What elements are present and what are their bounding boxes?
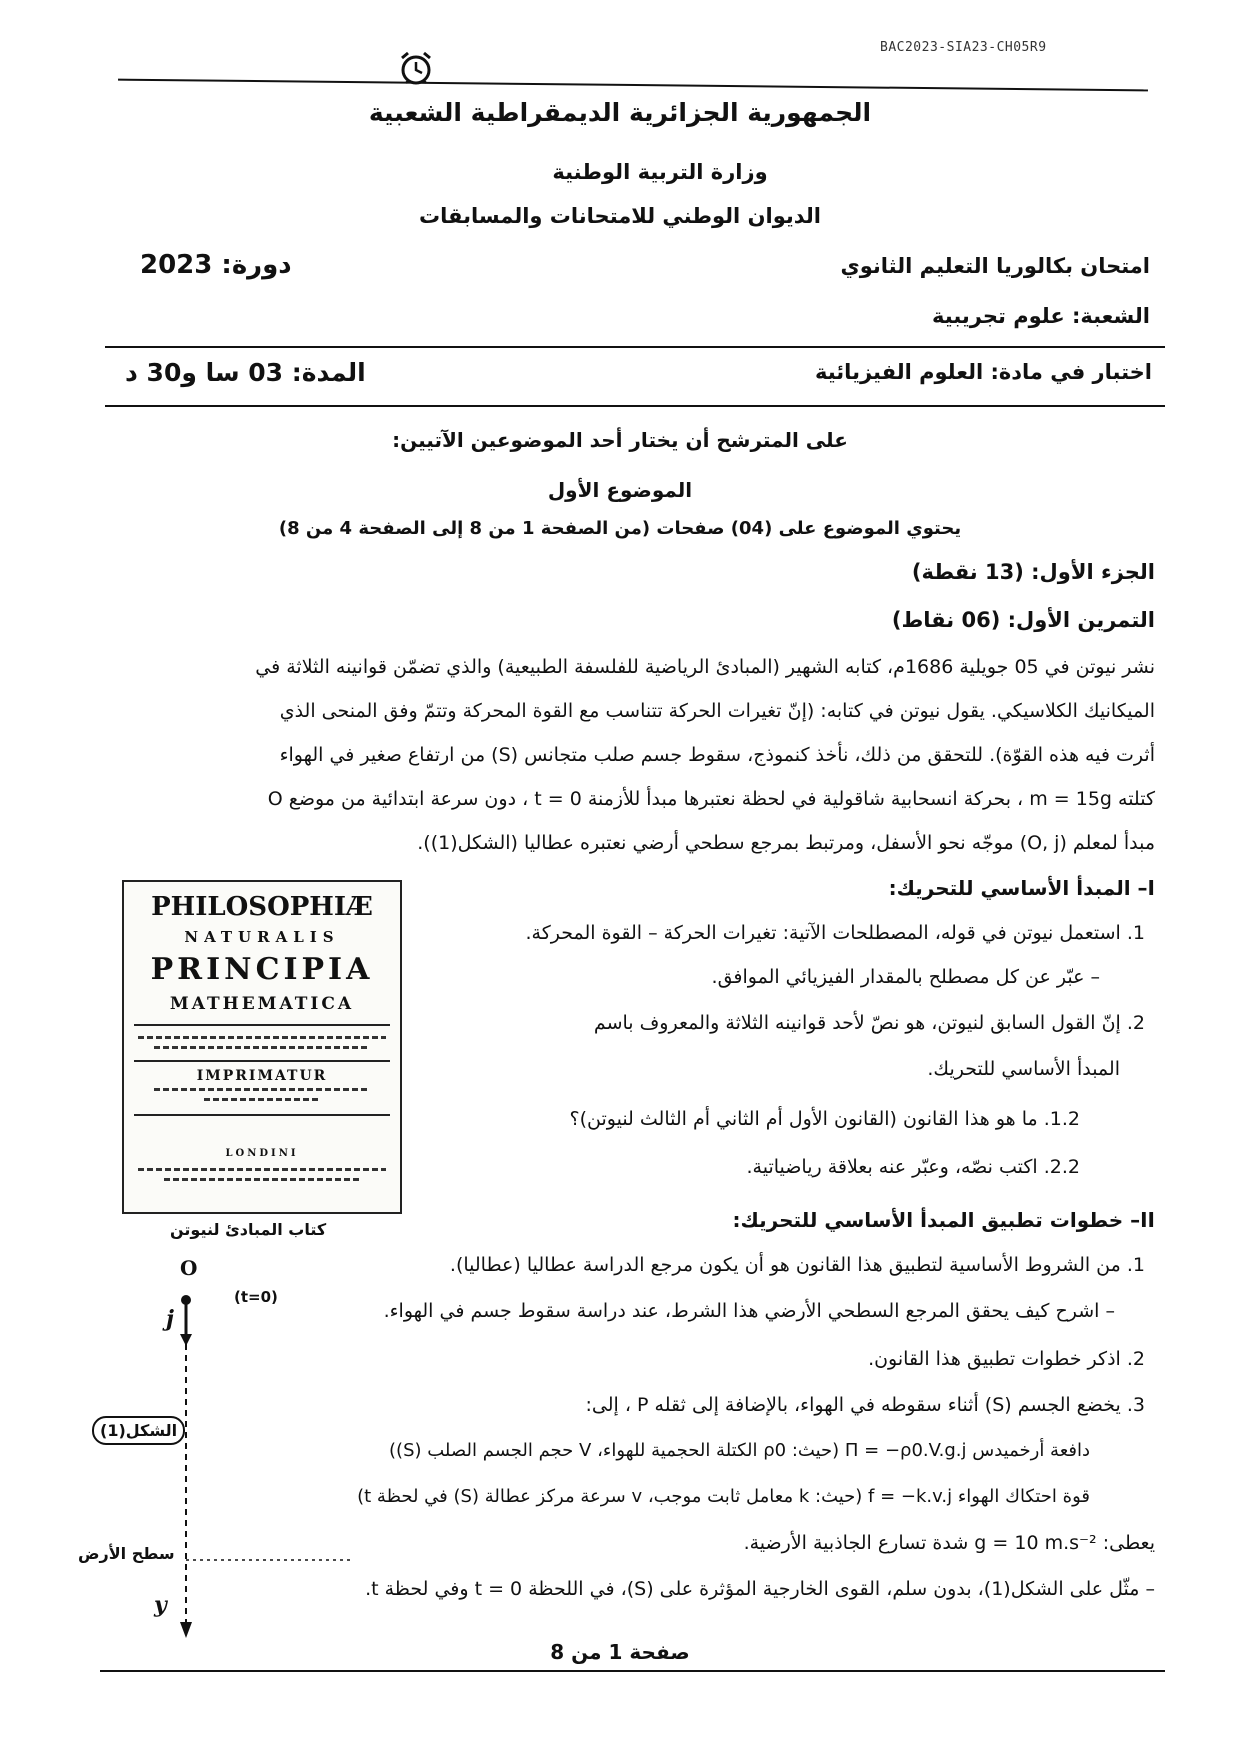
section-2-given: يعطى: g = 10 m.s⁻² شدة تسارع الجاذبية الأرضية. <box>743 1532 1155 1554</box>
session-label: دورة: 2023 <box>140 250 292 280</box>
section-1-q2: 2. إنّ القول السابق لنيوتن، هو نصّ لأحد قوانينه الثلاثة والمعروف باسم <box>593 1012 1145 1034</box>
book-fine-print <box>138 1168 386 1171</box>
section-2-q4: – مثّل على الشكل(1)، بدون سلم، القوى الخارجية المؤثرة على (S)، في اللحظة t = 0 وفي لحظة t. <box>365 1578 1155 1600</box>
branch-label: الشعبة: علوم تجريبية <box>932 304 1150 328</box>
ground-label: سطح الأرض <box>78 1544 175 1563</box>
topic-pages: يحتوي الموضوع على (04) صفحات (من الصفحة 1 من 8 إلى الصفحة 4 من 8) <box>278 518 962 539</box>
book-title-line-1: PHILOSOPHIÆ <box>151 892 373 922</box>
book-fine-print <box>154 1088 370 1091</box>
section-2-title: II– خطوات تطبيق المبدأ الأساسي للتحريك: <box>732 1208 1155 1232</box>
intro-line-5: مبدأ لمعلم (O, j) موجّه نحو الأسفل، ومرتبط بمرجع سطحي أرضي نعتبره عطاليا (الشكل(1)). <box>417 832 1155 854</box>
section-1-q1: 1. استعمل نيوتن في قوله، المصطلحات الآتية: تغيرات الحركة – القوة المحركة. <box>525 922 1145 944</box>
section-2-q3a: دافعة أرخميدس Π = −ρ0.V.g.j (حيث: ρ0 الكتلة الحجمية للهواء، V حجم الجسم الصلب (S)) <box>389 1440 1090 1461</box>
book-fine-print <box>138 1036 386 1039</box>
duration-label: المدة: 03 سا و30 د <box>125 358 366 387</box>
top-rule <box>118 79 1148 92</box>
mid-rule <box>105 346 1165 348</box>
book-fine-print <box>154 1046 370 1049</box>
t0-label: (t=0) <box>234 1288 278 1306</box>
section-2-q3: 3. يخضع الجسم (S) أثناء سقوطه في الهواء، بالإضافة إلى ثقله P ، إلى: <box>585 1394 1145 1416</box>
choose-instruction: على المترشح أن يختار أحد الموضوعين الآتيين: <box>392 428 848 452</box>
exercise-title: التمرين الأول: (06 نقاط) <box>891 608 1155 632</box>
unit-vector-label: j <box>166 1306 174 1332</box>
subject-label: اختبار في مادة: العلوم الفيزيائية <box>814 360 1152 384</box>
book-rule <box>134 1024 390 1026</box>
figure-1-label: الشكل(1) <box>92 1416 185 1445</box>
section-1-q2-1: 1.2. ما هو هذا القانون (القانون الأول أم الثاني أم الثالث لنيوتن)؟ <box>569 1108 1080 1130</box>
section-1-title: I– المبدأ الأساسي للتحريك: <box>888 876 1155 900</box>
figure-1-axis <box>150 1270 350 1650</box>
y-axis-label: y <box>154 1592 167 1618</box>
document-code: BAC2023-SIA23-CH05R9 <box>880 40 1047 55</box>
book-caption: كتاب المبادئ لنيوتن <box>170 1220 327 1239</box>
topic-title: الموضوع الأول <box>547 478 693 502</box>
section-2-q2: 2. اذكر خطوات تطبيق هذا القانون. <box>868 1348 1145 1370</box>
section-2-q3b: قوة احتكاك الهواء f = −k.v.j (حيث: k معامل ثابت موجب، v سرعة مركز عطالة (S) في لحظة t) <box>357 1486 1090 1507</box>
intro-line-2: الميكانيك الكلاسيكي. يقول نيوتن في كتابه: (إنّ تغيرات الحركة تتناسب مع القوة المحركة وتتمّ وفق المنحى الذي <box>279 700 1155 722</box>
office-title: الديوان الوطني للامتحانات والمسابقات <box>419 204 821 228</box>
book-place: LONDINI <box>225 1148 299 1159</box>
section-1-q2-2: 2.2. اكتب نصّه، وعبّر عنه بعلاقة رياضياتية. <box>746 1156 1080 1178</box>
book-title-line-4: MATHEMATICA <box>169 994 355 1014</box>
part-title: الجزء الأول: (13 نقطة) <box>911 560 1155 584</box>
section-2-q1a: – اشرح كيف يحقق المرجع السطحي الأرضي هذا الشرط، عند دراسة سقوط جسم في الهواء. <box>383 1300 1115 1322</box>
section-1-q1a: – عبّر عن كل مصطلح بالمقدار الفيزيائي الموافق. <box>711 966 1100 988</box>
section-2-q1: 1. من الشروط الأساسية لتطبيق هذا القانون هو أن يكون مرجع الدراسة عطاليا (عطاليا). <box>449 1254 1145 1276</box>
book-fine-print <box>164 1178 360 1181</box>
exam-title: امتحان بكالوريا التعليم الثانوي <box>840 254 1150 278</box>
intro-line-1: نشر نيوتن في 05 جويلية 1686م، كتابه الشهير (المبادئ الرياضية للفلسفة الطبيعية) والذي تضمّن قوانينه الثلاثة في <box>255 656 1155 678</box>
principia-book-cover <box>122 880 402 1214</box>
republic-title: الجمهورية الجزائرية الديمقراطية الشعبية <box>368 98 872 127</box>
book-rule <box>134 1114 390 1116</box>
book-fine-print <box>204 1098 320 1101</box>
section-1-q2b: المبدأ الأساسي للتحريك. <box>927 1058 1120 1080</box>
footer-rule <box>100 1670 1165 1672</box>
intro-line-3: أثرت فيه هذه القوّة). للتحقق من ذلك، نأخذ كنموذج، سقوط جسم صلب متجانس (S) من ارتفاع صغير في الهواء <box>279 744 1155 766</box>
ministry-title: وزارة التربية الوطنية <box>552 160 768 184</box>
header-bottom-rule <box>105 405 1165 407</box>
book-imprimatur: IMPRIMATUR <box>196 1068 328 1084</box>
intro-line-4: كتلته m = 15g ، بحركة انسحابية شاقولية في لحظة نعتبرها مبدأ للأزمنة t = 0 ، دون سرعة ابتدائية من موضع O <box>267 788 1155 810</box>
book-title-line-2: NATURALIS <box>184 928 340 946</box>
origin-label: O <box>180 1256 198 1280</box>
page-number: صفحة 1 من 8 <box>550 1640 690 1664</box>
book-rule <box>134 1060 390 1062</box>
book-title-line-3: PRINCIPIA <box>150 952 374 987</box>
